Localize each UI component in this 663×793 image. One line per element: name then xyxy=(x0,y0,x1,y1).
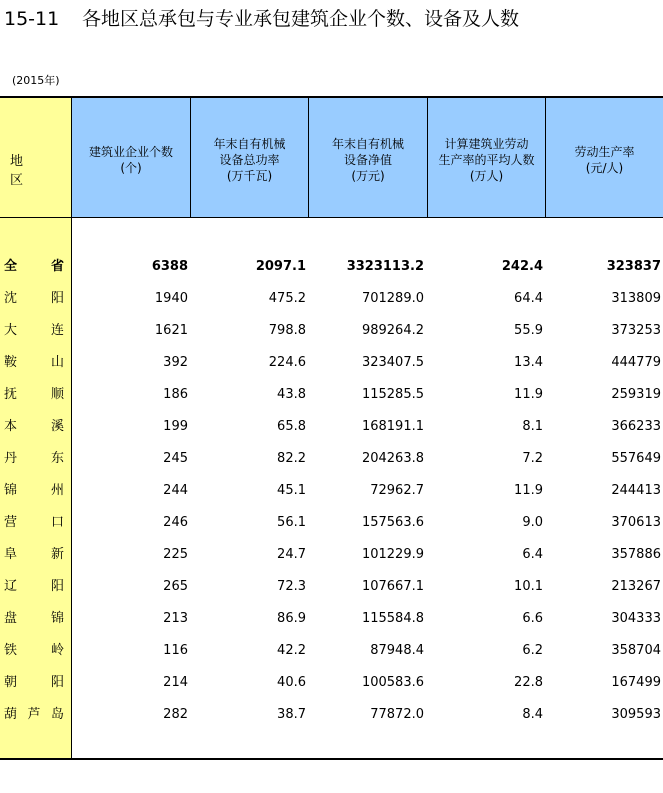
header-avg-workers: 计算建筑业劳动 生产率的平均人数 (万人) xyxy=(427,98,545,218)
table-row xyxy=(0,513,663,533)
table-cell: 246 xyxy=(163,515,188,530)
table-row xyxy=(0,353,663,373)
table-cell: 157563.6 xyxy=(361,515,424,530)
table-cell: 313809 xyxy=(611,291,661,306)
table-cell: 100583.6 xyxy=(361,675,424,690)
table-cell: 242.4 xyxy=(501,259,543,274)
table-row xyxy=(0,641,663,661)
table-cell: 10.1 xyxy=(514,579,543,594)
table-cell: 444779 xyxy=(611,355,661,370)
year-note: (2015年) xyxy=(12,74,60,87)
table-cell: 115584.8 xyxy=(361,611,424,626)
region-name: 铁 岭 xyxy=(4,643,64,658)
region-name: 本 溪 xyxy=(4,419,64,434)
table-cell: 115285.5 xyxy=(361,387,424,402)
region-name: 沈 阳 xyxy=(4,291,64,306)
table-cell: 366233 xyxy=(611,419,661,434)
table-cell: 225 xyxy=(163,547,188,562)
table-cell: 9.0 xyxy=(522,515,543,530)
table-cell: 323837 xyxy=(606,259,661,274)
table-cell: 186 xyxy=(163,387,188,402)
table-cell: 244 xyxy=(163,483,188,498)
table-row xyxy=(0,705,663,725)
region-name: 营 口 xyxy=(4,515,64,530)
table-title: 各地区总承包与专业承包建筑企业个数、设备及人数 xyxy=(82,8,520,30)
table-cell: 45.1 xyxy=(277,483,306,498)
table-cell: 392 xyxy=(163,355,188,370)
table-row-total xyxy=(0,257,663,277)
table-cell: 323407.5 xyxy=(361,355,424,370)
table-cell: 167499 xyxy=(611,675,661,690)
table-row xyxy=(0,577,663,597)
header-enterprise-count: 建筑业企业个数 (个) xyxy=(88,145,173,175)
region-name: 盘 锦 xyxy=(4,611,64,626)
region-name: 锦 州 xyxy=(4,483,64,498)
table-cell: 6.6 xyxy=(522,611,543,626)
table-cell: 65.8 xyxy=(277,419,306,434)
region-name: 大 连 xyxy=(4,323,64,338)
header-region-label: 地区 xyxy=(10,154,46,188)
table-cell: 77872.0 xyxy=(370,707,424,722)
table-cell: 56.1 xyxy=(277,515,306,530)
table-cell: 358704 xyxy=(611,643,661,658)
table-cell: 213 xyxy=(163,611,188,626)
table-cell: 72962.7 xyxy=(370,483,424,498)
table-cell: 168191.1 xyxy=(361,419,424,434)
region-name: 全 省 xyxy=(4,259,64,274)
table-cell: 370613 xyxy=(611,515,661,530)
table-cell: 55.9 xyxy=(514,323,543,338)
table-cell: 40.6 xyxy=(277,675,306,690)
header-region xyxy=(0,98,72,218)
table-cell: 101229.9 xyxy=(361,547,424,562)
region-name: 辽 阳 xyxy=(4,579,64,594)
table-cell: 22.8 xyxy=(514,675,543,690)
table-cell: 87948.4 xyxy=(370,643,424,658)
table-row xyxy=(0,385,663,405)
table-cell: 24.7 xyxy=(277,547,306,562)
table-cell: 11.9 xyxy=(514,387,543,402)
table-cell: 475.2 xyxy=(268,291,306,306)
table-cell: 798.8 xyxy=(268,323,306,338)
table-cell: 701289.0 xyxy=(361,291,424,306)
table-cell: 557649 xyxy=(611,451,661,466)
table-cell: 116 xyxy=(163,643,188,658)
table-cell: 304333 xyxy=(611,611,661,626)
page-title xyxy=(4,6,519,32)
table-number: 15-11 xyxy=(4,8,60,30)
table-cell: 6.2 xyxy=(522,643,543,658)
table-row xyxy=(0,609,663,629)
table-cell: 8.4 xyxy=(522,707,543,722)
table-cell: 11.9 xyxy=(514,483,543,498)
table-cell: 309593 xyxy=(611,707,661,722)
table-row xyxy=(0,449,663,469)
table-cell: 3323113.2 xyxy=(346,259,424,274)
table-row xyxy=(0,289,663,309)
table-cell: 259319 xyxy=(611,387,661,402)
table-cell: 213267 xyxy=(611,579,661,594)
region-name: 阜 新 xyxy=(4,547,64,562)
table-cell: 989264.2 xyxy=(361,323,424,338)
table-cell: 199 xyxy=(163,419,188,434)
table-cell: 357886 xyxy=(611,547,661,562)
table-cell: 214 xyxy=(163,675,188,690)
table-cell: 282 xyxy=(163,707,188,722)
table-cell: 64.4 xyxy=(514,291,543,306)
table-row xyxy=(0,481,663,501)
table-cell: 8.1 xyxy=(522,419,543,434)
table-cell: 224.6 xyxy=(268,355,306,370)
table-cell: 1940 xyxy=(154,291,188,306)
header-machinery-value: 年末自有机械 设备净值 (万元) xyxy=(308,98,427,218)
table-row xyxy=(0,321,663,341)
region-name: 葫 芦 岛 xyxy=(4,707,64,722)
table-row xyxy=(0,673,663,693)
table-cell: 6388 xyxy=(151,259,188,274)
table-cell: 6.4 xyxy=(522,547,543,562)
data-table xyxy=(0,96,663,760)
table-row xyxy=(0,545,663,565)
table-cell: 43.8 xyxy=(277,387,306,402)
region-name: 抚 顺 xyxy=(4,387,64,402)
table-cell: 7.2 xyxy=(522,451,543,466)
table-cell: 1621 xyxy=(154,323,188,338)
region-name: 朝 阳 xyxy=(4,675,64,690)
table-cell: 2097.1 xyxy=(255,259,306,274)
table-cell: 265 xyxy=(163,579,188,594)
region-name: 鞍 山 xyxy=(4,355,64,370)
table-cell: 86.9 xyxy=(277,611,306,626)
table-cell: 245 xyxy=(163,451,188,466)
table-cell: 13.4 xyxy=(514,355,543,370)
table-row xyxy=(0,417,663,437)
table-cell: 373253 xyxy=(611,323,661,338)
table-cell: 204263.8 xyxy=(361,451,424,466)
table-cell: 42.2 xyxy=(277,643,306,658)
table-cell: 107667.1 xyxy=(361,579,424,594)
header-productivity: 劳动生产率 (元/人) xyxy=(545,98,663,218)
table-cell: 244413 xyxy=(611,483,661,498)
table-cell: 38.7 xyxy=(277,707,306,722)
table-cell: 72.3 xyxy=(277,579,306,594)
header-machinery-power: 年末自有机械 设备总功率 (万千瓦) xyxy=(190,98,308,218)
table-cell: 82.2 xyxy=(277,451,306,466)
region-name: 丹 东 xyxy=(4,451,64,466)
